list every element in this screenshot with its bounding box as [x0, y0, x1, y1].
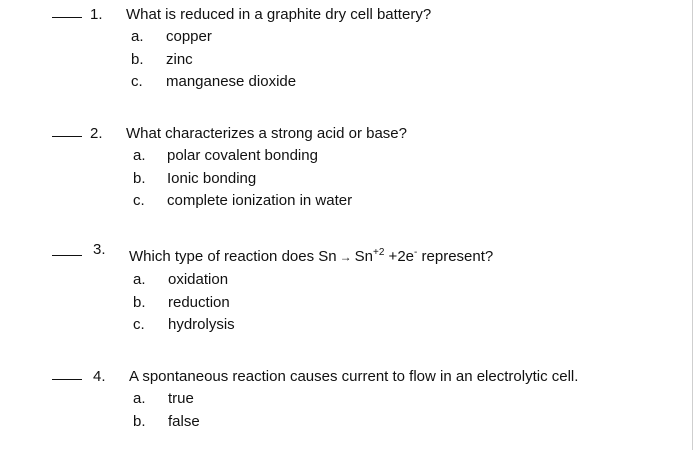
question-number: 3.: [93, 241, 106, 258]
option-letter: c.: [133, 192, 145, 209]
option-letter: b.: [133, 412, 146, 430]
option-a: [0, 271, 700, 294]
option-a: [0, 390, 700, 413]
option-c: [0, 316, 700, 339]
option-letter: c.: [131, 73, 143, 90]
ion-charge: +2: [372, 247, 385, 258]
question-text-after: represent?: [417, 248, 494, 265]
reaction-arrow: →: [339, 250, 352, 264]
option-a: [0, 147, 700, 170]
question-number: 2.: [90, 125, 103, 142]
answer-blank: [52, 136, 82, 137]
option-letter: a.: [133, 390, 146, 407]
option-text: zinc: [166, 50, 193, 68]
option-c: [0, 192, 700, 215]
option-b: [0, 294, 700, 317]
option-text: hydrolysis: [168, 316, 235, 333]
option-a: [0, 28, 700, 51]
option-b: [0, 51, 700, 74]
option-letter: a.: [131, 28, 144, 45]
option-text: oxidation: [168, 271, 229, 288]
question-number: 1.: [90, 6, 103, 23]
question-text: What characterizes a strong acid or base?: [126, 125, 407, 142]
option-c: [0, 73, 700, 96]
question-text: A spontaneous reaction causes current to flow in an electrolytic cell.: [129, 368, 579, 385]
question-number: 4.: [93, 368, 106, 385]
electron-term: +2e: [384, 248, 415, 265]
answer-blank: [52, 17, 82, 18]
option-text: false: [168, 412, 200, 430]
option-letter: b.: [133, 293, 146, 311]
option-text: manganese dioxide: [166, 73, 297, 90]
question-text: [129, 248, 493, 265]
option-letter: a.: [133, 147, 146, 164]
answer-blank: [52, 379, 82, 380]
reaction-product: Sn: [354, 248, 373, 265]
option-letter: a.: [133, 271, 146, 288]
option-text: polar covalent bonding: [167, 147, 318, 164]
option-letter: b.: [131, 50, 144, 68]
option-list: [0, 390, 700, 435]
question-text-before: Which type of reaction does Sn: [129, 248, 337, 265]
question-text: What is reduced in a graphite dry cell battery?: [126, 6, 432, 23]
option-letter: b.: [133, 169, 146, 187]
option-b: [0, 170, 700, 193]
option-text: true: [168, 390, 194, 407]
option-list: [0, 147, 700, 215]
option-text: reduction: [168, 293, 230, 311]
electron-charge: -: [414, 247, 418, 258]
option-text: Ionic bonding: [167, 169, 257, 187]
option-b: [0, 413, 700, 436]
option-list: [0, 28, 700, 96]
option-letter: c.: [133, 316, 145, 333]
page-edge-line: [692, 0, 693, 450]
answer-blank: [52, 255, 82, 256]
option-text: copper: [166, 28, 212, 45]
option-text: complete ionization in water: [167, 192, 353, 209]
option-list: [0, 271, 700, 339]
